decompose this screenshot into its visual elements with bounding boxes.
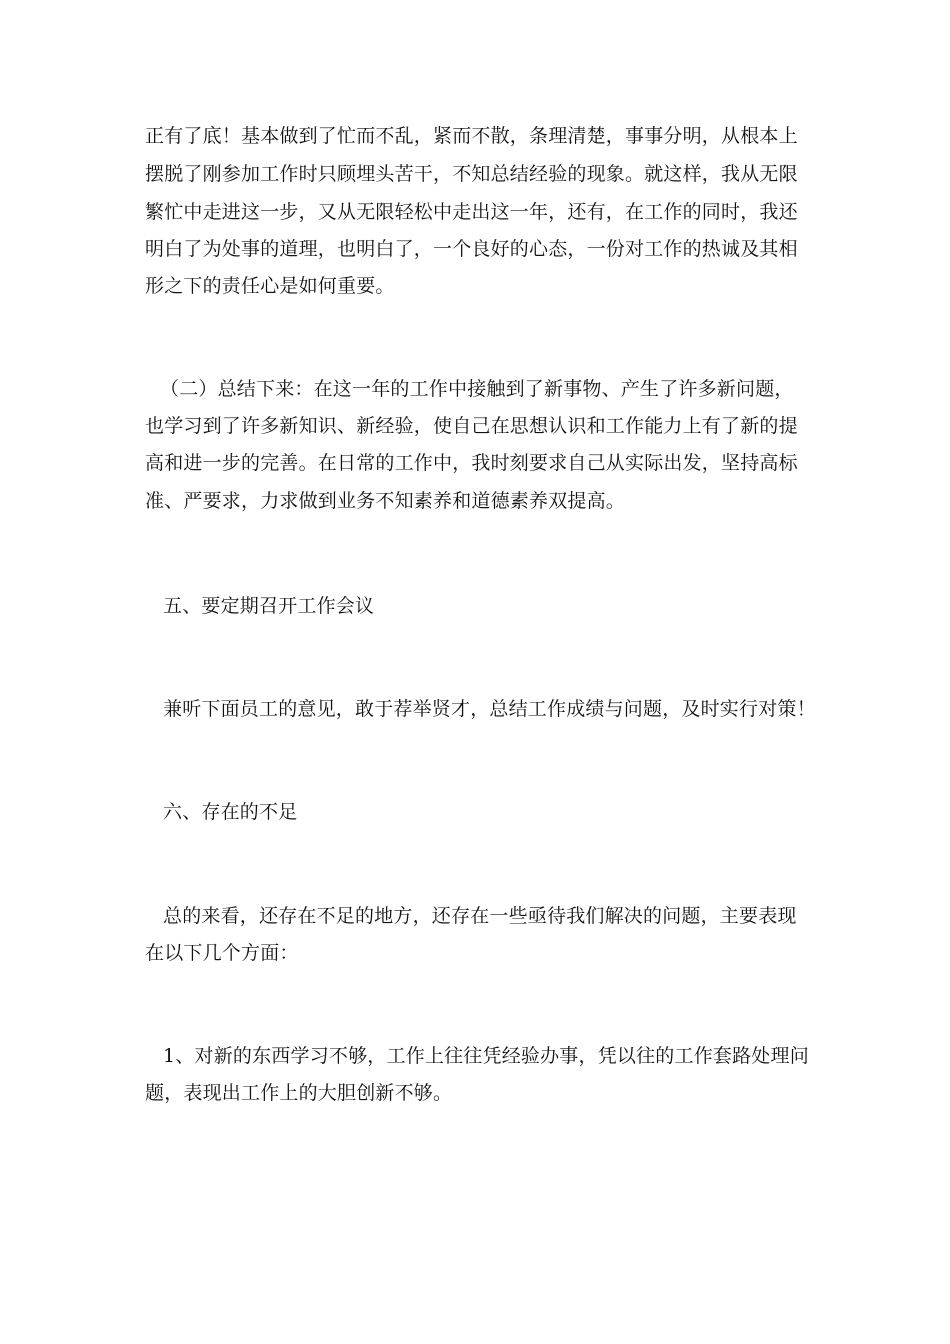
paragraph-line: 高和进一步的完善。在日常的工作中，我时刻要求自己从实际出发，坚持高标 bbox=[145, 452, 798, 474]
paragraph-line: 题，表现出工作上的大胆创新不够。 bbox=[145, 1082, 453, 1104]
paragraph-line: 摆脱了刚参加工作时只顾埋头苦干，不知总结经验的现象。就这样，我从无限 bbox=[145, 163, 798, 185]
paragraph-line: （二）总结下来：在这一年的工作中接触到了新事物、产生了许多新问题， bbox=[160, 378, 794, 400]
section-heading-5: 五、要定期召开工作会议 bbox=[163, 595, 375, 617]
paragraph-line: 在以下几个方面： bbox=[145, 942, 299, 964]
paragraph-line: 准、严要求，力求做到业务不知素养和道德素养双提高。 bbox=[145, 490, 626, 512]
paragraph-line: 1、对新的东西学习不够，工作上往往凭经验办事，凭以往的工作套路处理问 bbox=[163, 1045, 809, 1067]
paragraph-line: 总的来看，还存在不足的地方，还存在一些亟待我们解决的问题，主要表现 bbox=[163, 905, 797, 927]
paragraph-line: 形之下的责任心是如何重要。 bbox=[145, 275, 395, 297]
paragraph-line: 兼听下面员工的意见，敢于荐举贤才，总结工作成绩与问题，及时实行对策！ bbox=[163, 698, 816, 720]
paragraph-line: 繁忙中走进这一步，又从无限轻松中走出这一年，还有，在工作的同时，我还 bbox=[145, 201, 798, 223]
paragraph-line: 正有了底！基本做到了忙而不乱，紧而不散，条理清楚，事事分明，从根本上 bbox=[145, 125, 798, 147]
paragraph-line: 明白了为处事的道理，也明白了，一个良好的心态，一份对工作的热诚及其相 bbox=[145, 238, 798, 260]
paragraph-line: 也学习到了许多新知识、新经验，使自己在思想认识和工作能力上有了新的提 bbox=[145, 415, 798, 437]
section-heading-6: 六、存在的不足 bbox=[163, 801, 298, 823]
